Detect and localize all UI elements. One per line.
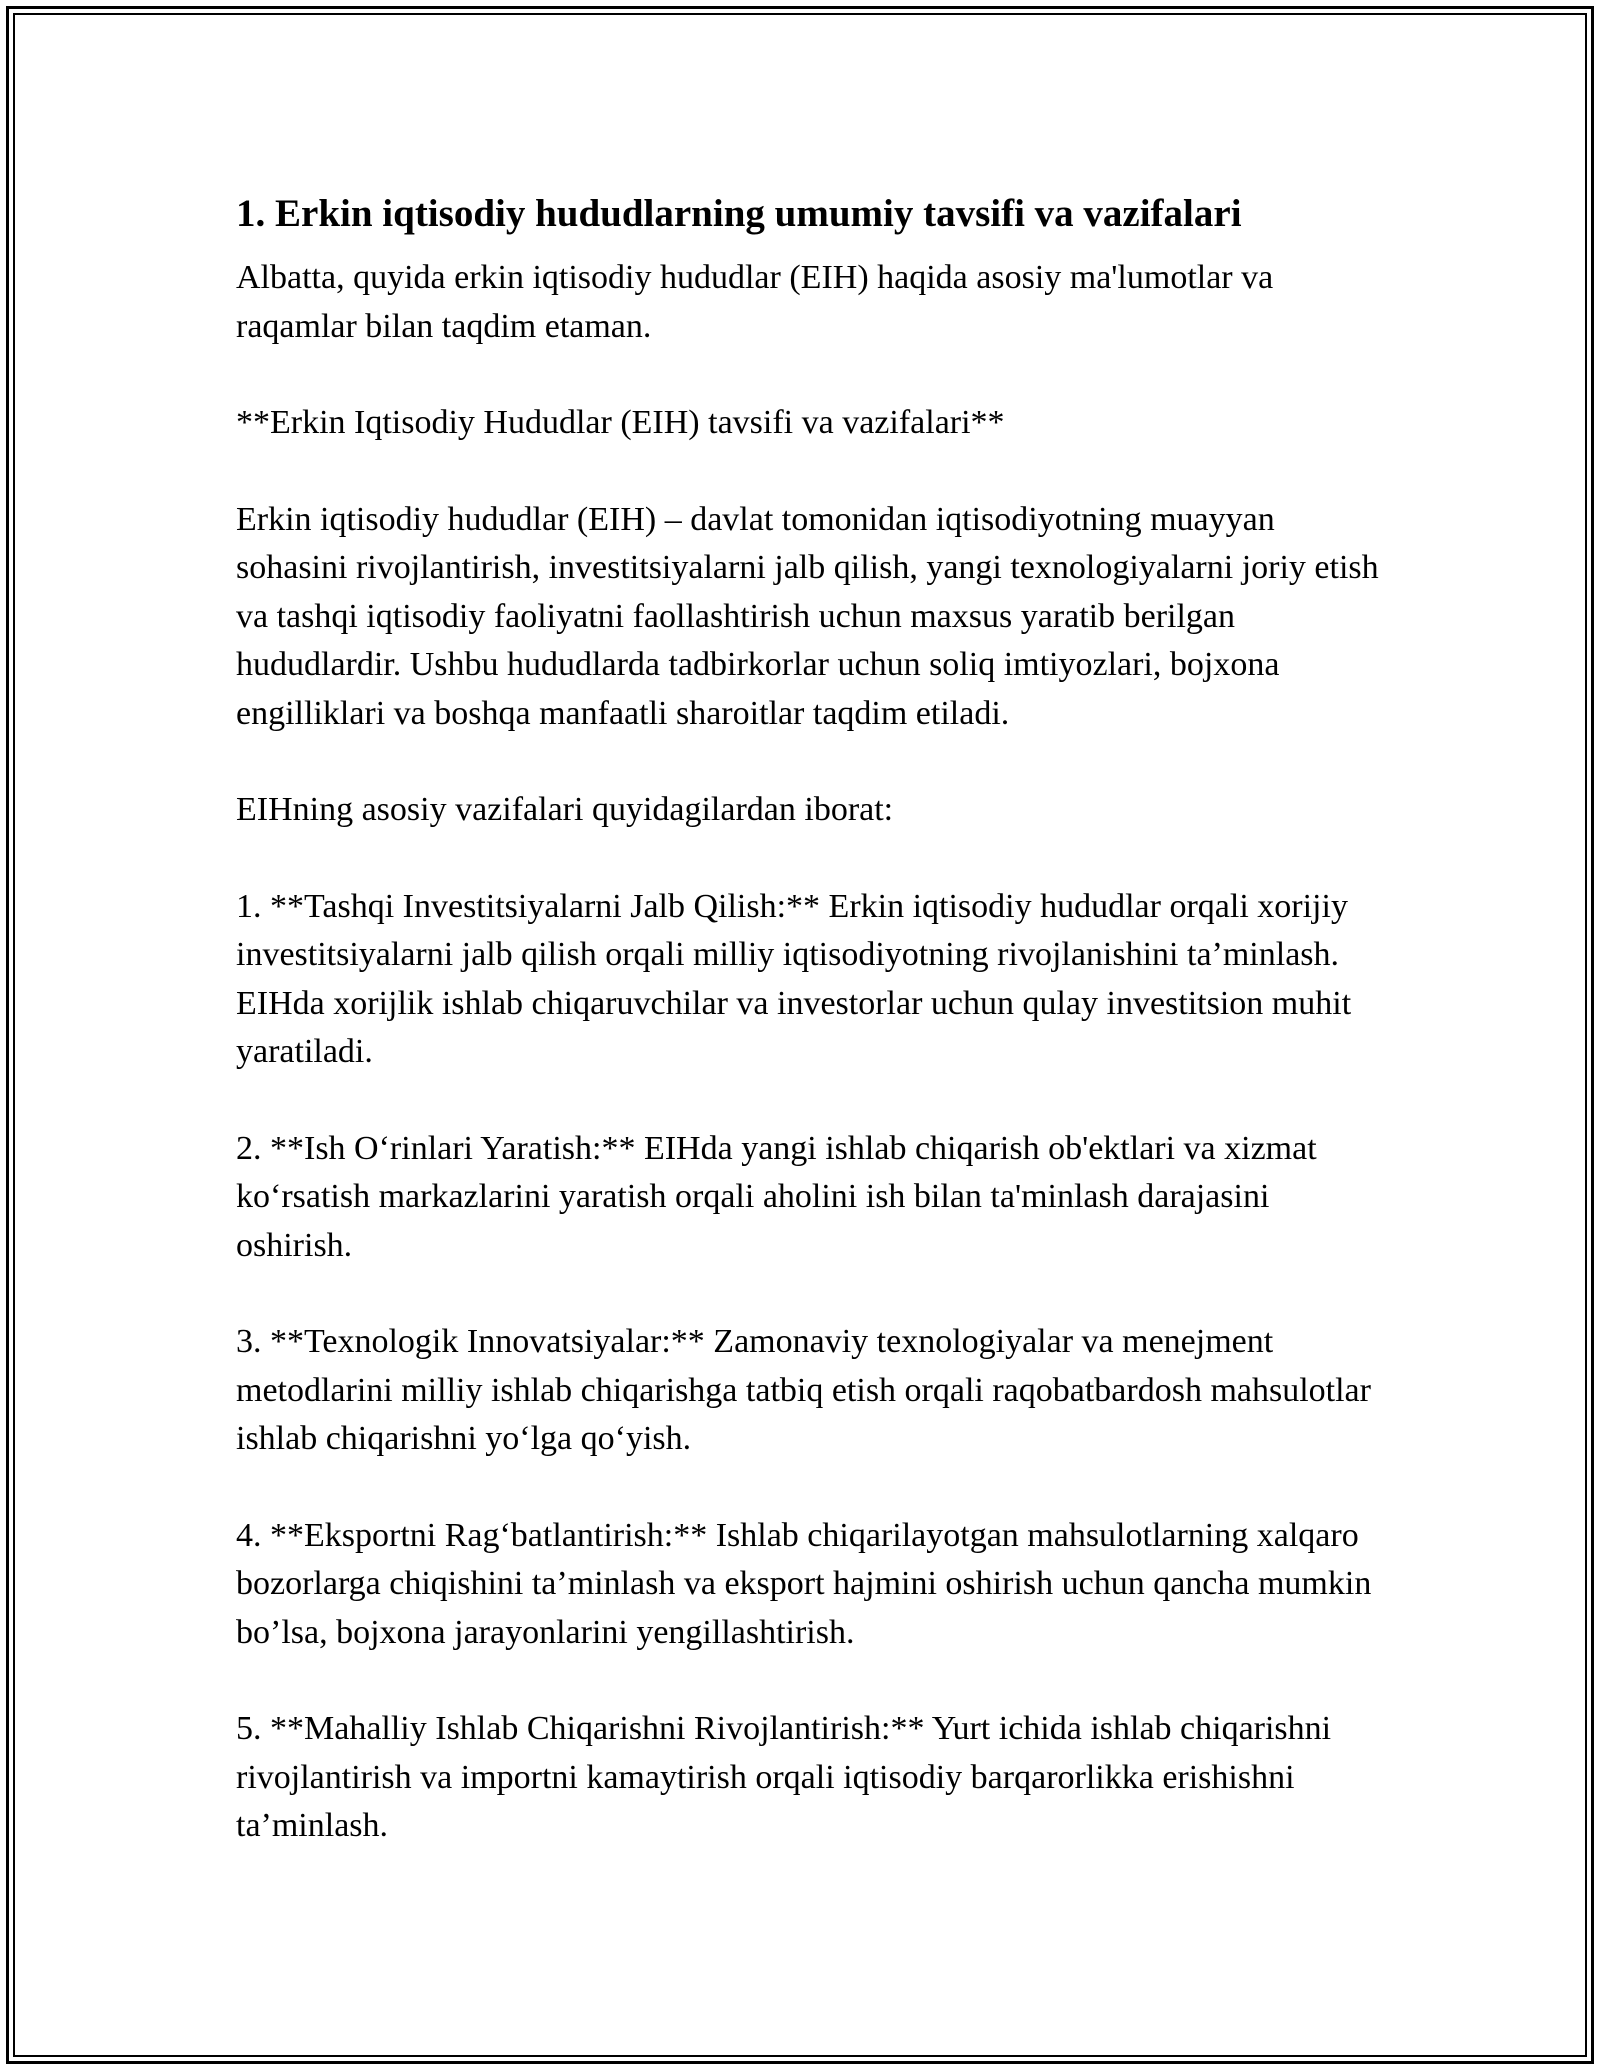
- definition-paragraph: Erkin iqtisodiy hududlar (EIH) – davlat tomonidan iqtisodiyotning muayyan sohasini rivojlantirish, investitsiyalarni jalb qilish, yangi texnologiyalarni joriy etish va tashqi iqtisodiy faoliyatni faollashtirish uchun maxsus yaratib berilgan hududlardir. Ushbu hududlarda tadbirkorlar uchun soliq imtiyozlari, bojxona engilliklari va boshqa manfaatli sharoitlar taqdim etiladi.: [236, 500, 1379, 732]
- task-item-4: 4. **Eksportni Rag‘batlantirish:** Ishlab chiqarilayotgan mahsulotlarning xalqaro bozorlarga chiqishini ta’minlash va eksport hajmini oshirish uchun qancha mumkin bo’lsa, bojxona jarayonlarini yengillashtirish.: [236, 1516, 1372, 1651]
- task-item-2: 2. **Ish O‘rinlari Yaratish:** EIHda yangi ishlab chiqarish ob'ektlari va xizmat ko‘rsatish markazlarini yaratish orqali aholini ish bilan ta'minlash darajasini oshirish.: [236, 1129, 1317, 1264]
- task-item-1: 1. **Tashqi Investitsiyalarni Jalb Qilish:** Erkin iqtisodiy hududlar orqali xorijiy investitsiyalarni jalb qilish orqali milliy iqtisodiyotning rivojlanishini ta’minlash. EIHda xorijlik ishlab chiqaruvchilar va investorlar uchun qulay investitsion muhit yaratiladi.: [236, 887, 1352, 1070]
- intro-paragraph: Albatta, quyida erkin iqtisodiy hududlar (EIH) haqida asosiy ma'lumotlar va raqamlar bilan taqdim etaman.: [236, 259, 1274, 345]
- section-heading: 1. Erkin iqtisodiy hududlarning umumiy tavsifi va vazifalari: [236, 192, 1242, 235]
- tasks-intro-paragraph: EIHning asosiy vazifalari quyidagilardan iborat:: [236, 791, 894, 828]
- subtitle-paragraph: **Erkin Iqtisodiy Hududlar (EIH) tavsifi va vazifalari**: [236, 404, 1005, 441]
- task-item-5: 5. **Mahalliy Ishlab Chiqarishni Rivojlantirish:** Yurt ichida ishlab chiqarishni rivojlantirish va importni kamaytirish orqali iqtisodiy barqarorlikka erishishni ta’minlash.: [236, 1710, 1332, 1844]
- task-item-3: 3. **Texnologik Innovatsiyalar:** Zamonaviy texnologiyalar va menejment metodlarini milliy ishlab chiqarishga tatbiq etish orqali raqobatbardosh mahsulotlar ishlab chiqarishni yo‘lga qo‘yish.: [236, 1323, 1371, 1457]
- document-body: [236, 188, 1386, 1899]
